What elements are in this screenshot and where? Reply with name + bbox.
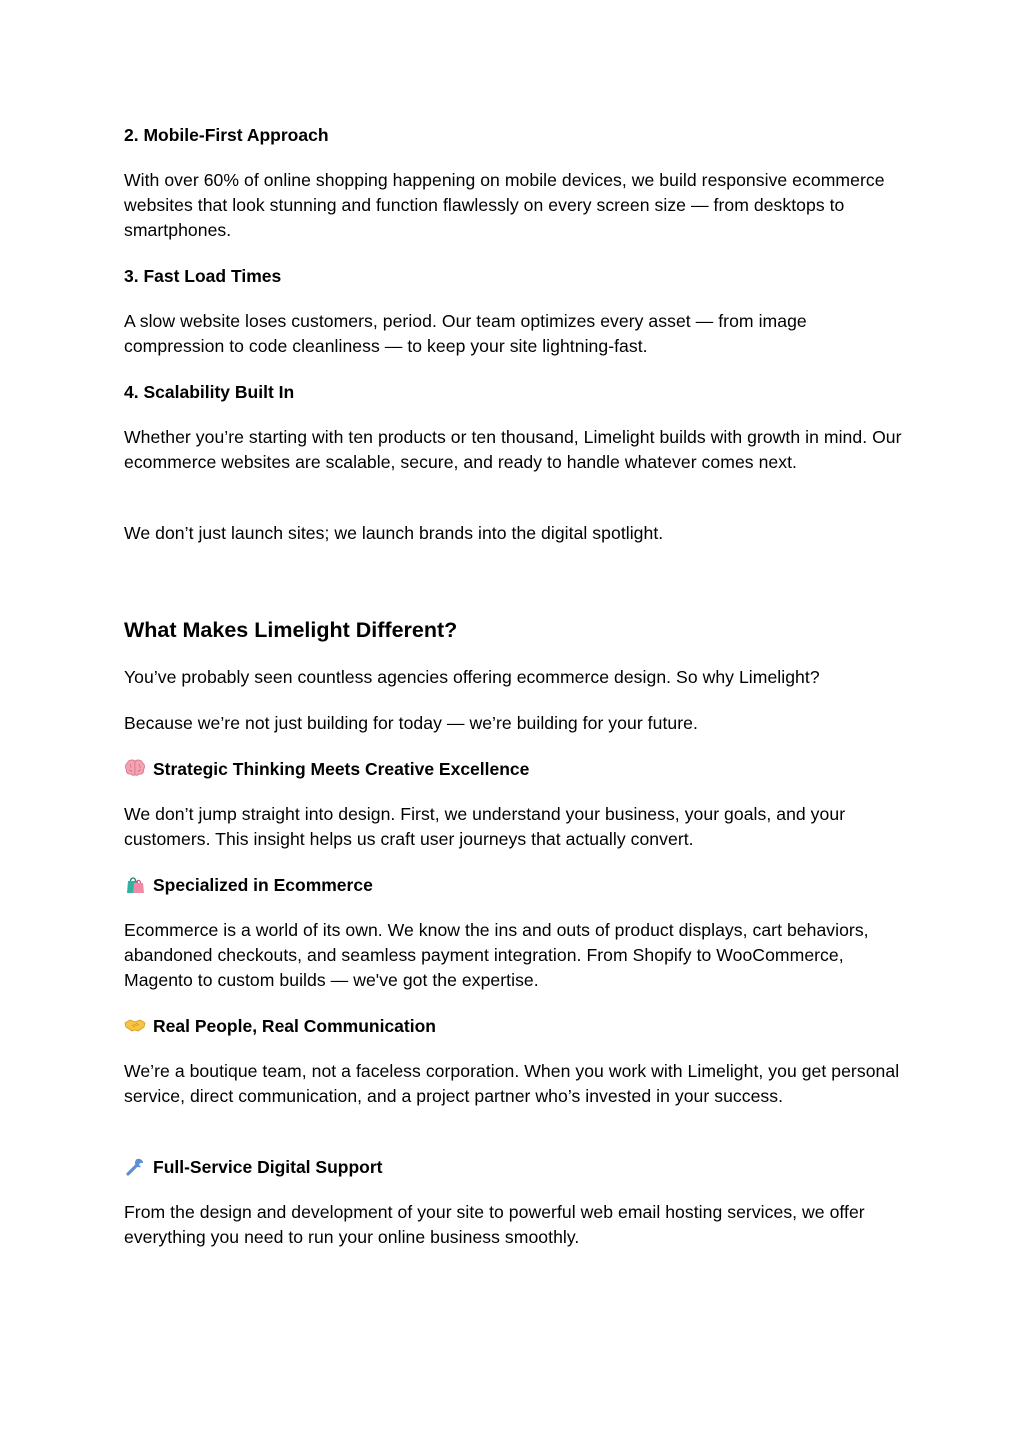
- intro-paragraph-2: Because we’re not just building for today — we’re building for your future.: [124, 713, 698, 733]
- feature-body-support: From the design and development of your site to powerful web email hosting services, we offer everything you need to run your online business smoothly.: [124, 1202, 865, 1247]
- feature-heading-label: Strategic Thinking Meets Creative Excellence: [153, 759, 530, 779]
- fast-load-heading: 3. Fast Load Times: [124, 266, 282, 286]
- wrench-icon: [124, 1156, 148, 1176]
- closing-paragraph: We don’t just launch sites; we launch brands into the digital spotlight.: [124, 523, 664, 543]
- mobile-first-body: With over 60% of online shopping happening on mobile devices, we build responsive ecommerce websites that look stunning and function flawlessly on every screen size — from desktops to smartphones.: [124, 170, 885, 240]
- feature-heading-support: [124, 1156, 904, 1178]
- feature-heading-label: Full-Service Digital Support: [153, 1157, 383, 1177]
- feature-heading-label: Real People, Real Communication: [153, 1016, 436, 1036]
- scalability-heading: 4. Scalability Built In: [124, 382, 295, 402]
- mobile-first-heading: 2. Mobile-First Approach: [124, 125, 329, 145]
- shopping-bags-icon: [124, 874, 148, 894]
- handshake-icon: [124, 1015, 148, 1035]
- feature-body-strategic: We don’t jump straight into design. First, we understand your business, your goals, and your customers. This insight helps us craft user journeys that actually convert.: [124, 804, 846, 849]
- intro-paragraph-1: You’ve probably seen countless agencies offering ecommerce design. So why Limelight?: [124, 667, 820, 687]
- scalability-body: Whether you’re starting with ten products or ten thousand, Limelight builds with growth in mind. Our ecommerce websites are scalable, secure, and ready to handle whatever comes next.: [124, 427, 902, 472]
- brain-icon: [124, 758, 148, 778]
- section-title: What Makes Limelight Different?: [124, 618, 458, 642]
- fast-load-body: A slow website loses customers, period. Our team optimizes every asset — from image compression to code cleanliness — to keep your site lightning-fast.: [124, 311, 807, 356]
- feature-body-communication: We’re a boutique team, not a faceless corporation. When you work with Limelight, you get personal service, direct communication, and a project partner who’s invested in your success.: [124, 1061, 900, 1106]
- feature-heading-label: Specialized in Ecommerce: [153, 875, 373, 895]
- feature-heading-ecommerce: [124, 874, 904, 896]
- feature-heading-communication: [124, 1015, 904, 1037]
- feature-heading-strategic: [124, 758, 904, 780]
- feature-body-ecommerce: Ecommerce is a world of its own. We know the ins and outs of product displays, cart behaviors, abandoned checkouts, and seamless payment integration. From Shopify to WooCommerce, Magento to custom builds — we've got the expertise.: [124, 920, 869, 990]
